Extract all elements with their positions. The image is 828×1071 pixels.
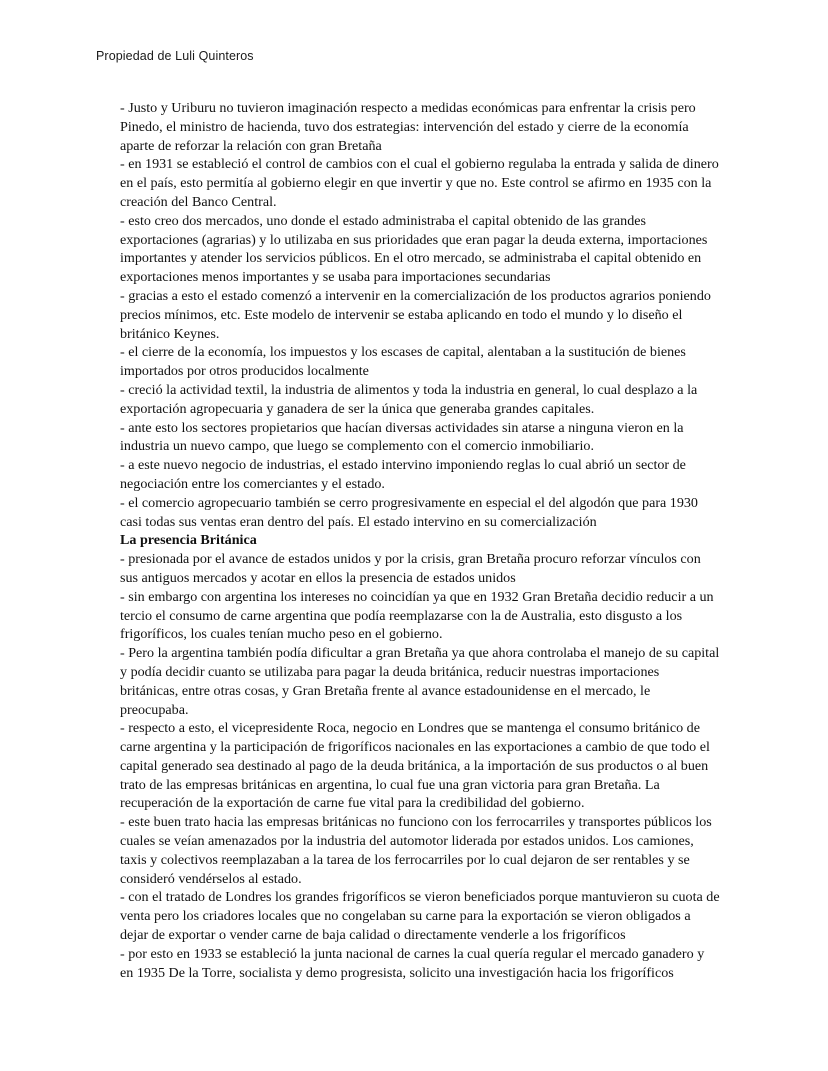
paragraph: - el comercio agropecuario también se cerro progresivamente en especial el del algodón que para 1930 casi todas sus ventas eran dentro del país. El estado intervino en su comercialización [120,494,698,530]
paragraph: - presionada por el avance de estados unidos y por la crisis, gran Bretaña procuro reforzar vínculos con sus antiguos mercados y acotar en ellos la presencia de estados unidos [120,551,701,586]
document-body [120,99,720,982]
paragraph: - con el tratado de Londres los grandes frigoríficos se vieron beneficiados porque mantuvieron su cuota de venta pero los criadores locales que no congelaban su carne para la exportación se vieron obligados a dejar de exportar o vender carne de baja calidad o directamente venderle a los frigoríficos [120,889,720,944]
page-header: Propiedad de Luli Quinteros [96,49,254,63]
paragraph: - por esto en 1933 se estableció la junta nacional de carnes la cual quería regular el mercado ganadero y en 1935 De la Torre, socialista y demo progresista, solicito una investigación hacia los frigoríficos [120,945,705,981]
paragraph: - respecto a esto, el vicepresidente Roca, negocio en Londres que se mantenga el consumo británico de carne argentina y la participación de frigoríficos nacionales en las exportaciones a cambio de que todo el capital generado sea destinado al pago de la deuda británica, a la importación de sus productos o al buen trato de las empresas británicas en argentina, lo cual fue una gran victoria para gran Bretaña. La recuperación de la exportación de carne fue vital para la credibilidad del gobierno. [120,720,710,812]
paragraph: - Justo y Uriburu no tuvieron imaginación respecto a medidas económicas para enfrentar la crisis pero Pinedo, el ministro de hacienda, tuvo dos estrategias: intervención del estado y cierre de la economía aparte de reforzar la relación con gran Bretaña [120,100,696,154]
section-heading: La presencia Británica [120,532,257,549]
paragraph: - esto creo dos mercados, uno donde el estado administraba el capital obtenido de las grandes exportaciones (agrarias) y lo utilizaba en sus prioridades que eran pagar la deuda externa, importaciones importantes y atender los servicios públicos. En el otro mercado, se administraba el capital obtenido en exportaciones menos importantes y se usaba para importaciones secundarias [120,212,708,286]
paragraph: - Pero la argentina también podía dificultar a gran Bretaña ya que ahora controlaba el manejo de su capital y podía decidir cuanto se utilizaba para pagar la deuda británica, reducir nuestras importaciones británicas, entre otras cosas, y Gran Bretaña frente al avance estadounidense en el mercado, le preocupaba. [120,645,720,718]
paragraph: - el cierre de la economía, los impuestos y los escases de capital, alentaban a la sustitución de bienes importados por otros producidos localmente [120,344,686,380]
paragraph: - sin embargo con argentina los intereses no coincidían ya que en 1932 Gran Bretaña decidio reducir a un tercio el consumo de carne argentina que podía reemplazarse con la de Australia, esto disgusto a los frigoríficos, los cuales tenían mucho peso en el gobierno. [120,588,714,643]
paragraph: - a este nuevo negocio de industrias, el estado intervino imponiendo reglas lo cual abrió un sector de negociación entre los comerciantes y el estado. [120,457,686,492]
paragraph: - gracias a esto el estado comenzó a intervenir en la comercialización de los productos agrarios poniendo precios mínimos, etc. Este modelo de intervenir se estaba aplicando en todo el mundo y lo diseño el británico Keynes. [120,287,711,342]
paragraph: - ante esto los sectores propietarios que hacían diversas actividades sin atarse a ninguna vieron en la industria un nuevo campo, que luego se complemento con el comercio inmobiliario. [120,419,684,455]
paragraph: - este buen trato hacia las empresas británicas no funciono con los ferrocarriles y transportes públicos los cuales se veían amenazados por la industria del automotor liderada por estados unidos. Los camiones, taxis y colectivos reemplazaban a la tarea de los ferrocarriles por lo cual dejaron de ser rentables y se consideró vendérselos al estado. [120,814,712,887]
paragraph: - creció la actividad textil, la industria de alimentos y toda la industria en general, lo cual desplazo a la exportación agropecuaria y ganadera de ser la única que generaba grandes capitales. [120,381,698,417]
paragraph: - en 1931 se estableció el control de cambios con el cual el gobierno regulaba la entrada y salida de dinero en el país, esto permitía al gobierno elegir en que invertir y que no. Este control se afirmo en 1935 con la creación del Banco Central. [120,156,719,210]
